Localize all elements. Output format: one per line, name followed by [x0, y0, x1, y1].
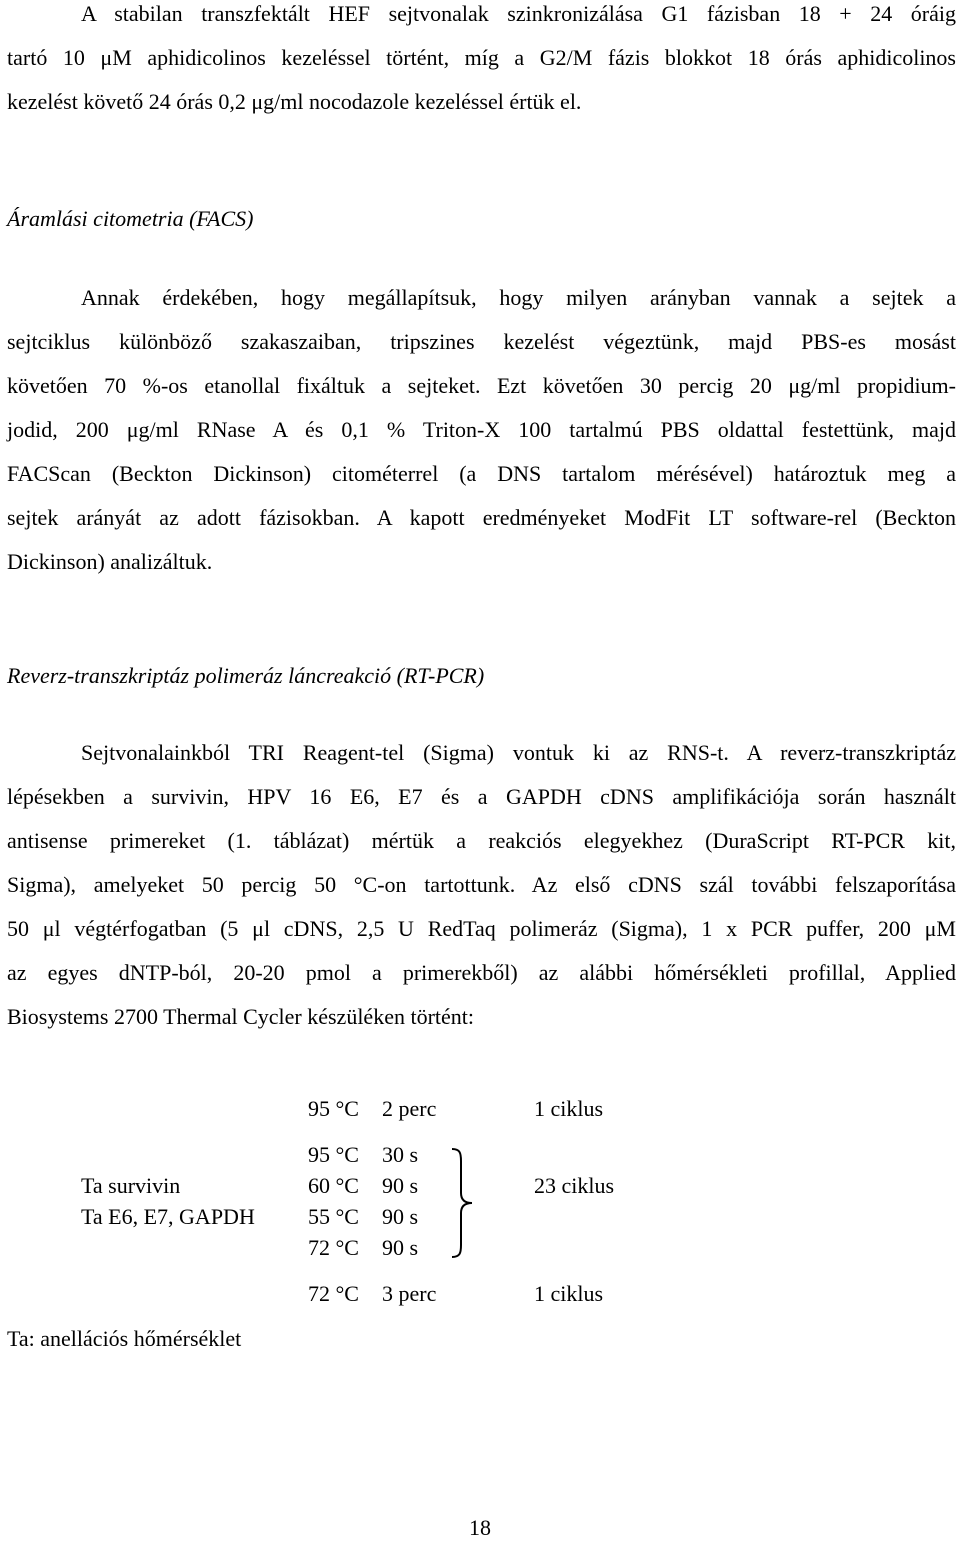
page-number: 18	[469, 1515, 491, 1540]
rtpcr-line-3: antisense primereket (1. táblázat) mértük a reakciós elegyekhez (DuraScript RT-PCR kit,	[7, 828, 956, 853]
facs-line-7: Dickinson) analizáltuk.	[7, 549, 213, 574]
curly-brace-icon	[448, 1147, 478, 1259]
final-cycles: 1 ciklus	[534, 1281, 604, 1306]
rtpcr-line-5: 50 μl végtérfogatban (5 μl cDNS, 2,5 U RedTaq polimeráz (Sigma), 1 x PCR puffer, 200 μM	[7, 916, 956, 941]
rtpcr-line-1: Sejtvonalainkból TRI Reagent-tel (Sigma) vontuk ki az RNS-t. A reverz-transzkriptáz	[81, 740, 956, 765]
rtpcr-line-2: lépésekben a survivin, HPV 16 E6, E7 és a GAPDH cDNS amplifikációja során használt	[7, 784, 956, 809]
intro-line-1: A stabilan transzfektált HEF sejtvonalak szinkronizálása G1 fázisban 18 + 24 óráig	[81, 1, 956, 26]
rtpcr-line-6: az egyes dNTP-ból, 20-20 pmol a primerekből) az alábbi hőmérsékleti profillal, Applied	[7, 960, 956, 985]
facs-line-6: sejtek arányát az adott fázisokban. A kapott eredményeket ModFit LT software-rel (Beckton	[7, 505, 956, 530]
cycle-step-time: 30 s	[382, 1142, 419, 1167]
rtpcr-line-4: Sigma), amelyeket 50 percig 50 °C-on tartottunk. Az első cDNS szál további felszaporítása	[7, 872, 956, 897]
facs-line-5: FACScan (Beckton Dickinson) citométerrel (a DNS tartalom mérésével) határoztuk meg a	[7, 461, 956, 486]
initial-temp: 95 °C	[308, 1096, 359, 1121]
facs-line-4: jodid, 200 μg/ml RNase A és 0,1 % Triton-X 100 tartalmú PBS oldattal festettünk, majd	[7, 417, 956, 442]
ta-e6-e7-gapdh-label: Ta E6, E7, GAPDH	[81, 1204, 255, 1229]
rtpcr-heading: Reverz-transzkriptáz polimeráz láncreakció (RT-PCR)	[7, 663, 485, 688]
facs-line-1: Annak érdekében, hogy megállapítsuk, hogy milyen arányban vannak a sejtek a	[81, 285, 956, 310]
intro-line-3: kezelést követő 24 órás 0,2 μg/ml nocodazole kezeléssel értük el.	[7, 89, 582, 114]
rtpcr-line-7: Biosystems 2700 Thermal Cycler készüléken történt:	[7, 1004, 474, 1029]
cycle-step-time: 90 s	[382, 1235, 419, 1260]
facs-line-3: követően 70 %-os etanollal fixáltuk a sejteket. Ezt követően 30 percig 20 μg/ml propidium-	[7, 373, 956, 398]
initial-cycles: 1 ciklus	[534, 1096, 604, 1121]
cycle-step-temp: 55 °C	[308, 1204, 359, 1229]
initial-time: 2 perc	[382, 1096, 437, 1121]
intro-paragraph	[7, 0, 956, 124]
intro-line-2: tartó 10 μM aphidicolinos kezeléssel történt, míg a G2/M fázis blokkot 18 órás aphidicolinos	[7, 45, 956, 70]
cycle-step-temp: 72 °C	[308, 1235, 359, 1260]
final-time: 3 perc	[382, 1281, 437, 1306]
cycle-step-temp: 95 °C	[308, 1142, 359, 1167]
cycle-step-temp: 60 °C	[308, 1173, 359, 1198]
ta-survivin-label: Ta survivin	[81, 1173, 181, 1198]
cycle-step-time: 90 s	[382, 1173, 419, 1198]
final-temp: 72 °C	[308, 1281, 359, 1306]
facs-paragraph	[7, 276, 956, 584]
cycle-step-time: 90 s	[382, 1204, 419, 1229]
rtpcr-paragraph	[7, 731, 956, 1039]
cycle-count: 23 ciklus	[534, 1173, 615, 1198]
ta-footnote: Ta: anellációs hőmérséklet	[7, 1326, 242, 1351]
facs-heading: Áramlási citometria (FACS)	[7, 206, 254, 231]
facs-line-2: sejtciklus különböző szakaszaiban, tripszines kezelést végeztünk, majd PBS-es mosást	[7, 329, 956, 354]
